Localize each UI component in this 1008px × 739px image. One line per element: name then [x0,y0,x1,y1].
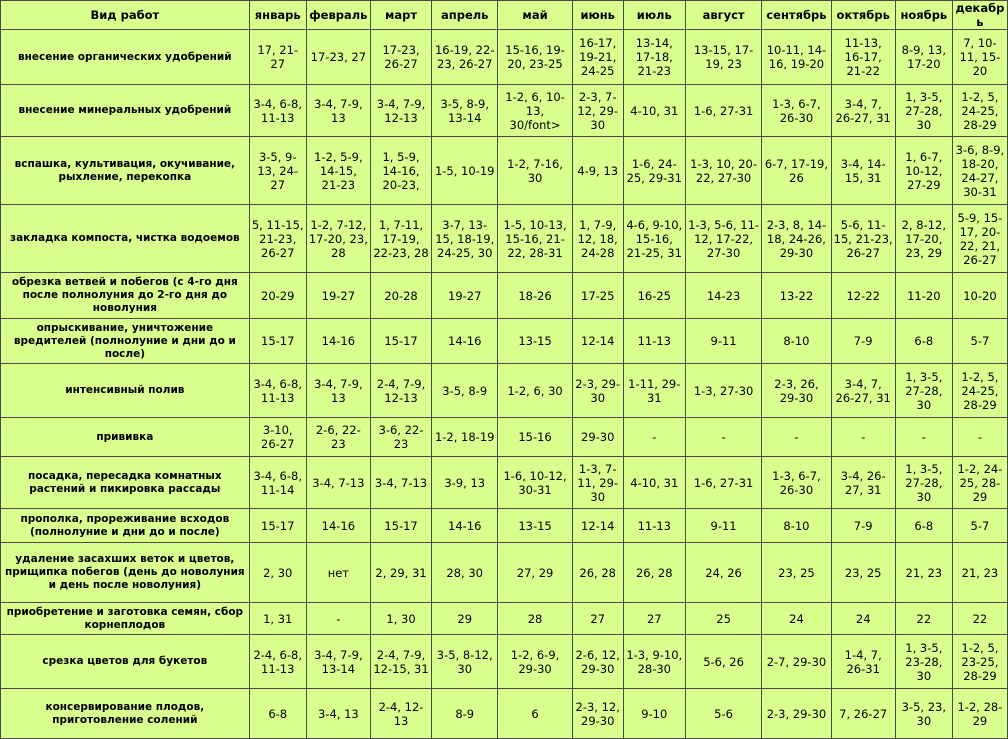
dates-cell: 1, 7-9, 12, 18, 24-28 [572,205,623,273]
dates-cell: 2-4, 7-9, 12-15, 31 [370,635,431,689]
dates-cell: 27 [572,603,623,635]
dates-cell: 17, 21-27 [249,30,306,85]
dates-cell: 29 [432,603,498,635]
column-header-month: март [370,1,431,30]
dates-cell: 1-2, 5-9, 14-15, 21-23 [306,137,370,205]
dates-cell: 1, 3-5, 27-28, 30 [895,85,952,137]
dates-cell: 24, 26 [685,543,761,603]
dates-cell: 21, 23 [952,543,1007,603]
dates-cell: 1-2, 28-29 [952,689,1007,739]
dates-cell: 3-7, 13-15, 18-19, 24-25, 30 [432,205,498,273]
column-header-month: июль [623,1,685,30]
dates-cell: 5, 11-15, 21-23, 26-27 [249,205,306,273]
dates-cell: 27, 29 [498,543,572,603]
dates-cell: 22 [952,603,1007,635]
table-body [1,30,1008,739]
table-row [1,457,1008,509]
dates-cell: 1-6, 27-31 [685,457,761,509]
dates-cell: 2, 29, 31 [370,543,431,603]
column-header-month: апрель [432,1,498,30]
dates-cell: 12-14 [572,319,623,364]
dates-cell: 1-2, 6, 30 [498,364,572,418]
dates-cell: нет [306,543,370,603]
work-type-cell: прополка, прореживание всходов (полнолуние и дни до и после) [1,509,250,543]
dates-cell: 5-6, 26 [685,635,761,689]
dates-cell: 28 [498,603,572,635]
dates-cell: 1-2, 7-16, 30 [498,137,572,205]
work-type-cell: прививка [1,418,250,457]
dates-cell: 6-7, 17-19, 26 [762,137,831,205]
work-type-cell: закладка компоста, чистка водоемов [1,205,250,273]
dates-cell: 11-13 [623,319,685,364]
dates-cell: 3-6, 8-9, 18-20, 24-27, 30-31 [952,137,1007,205]
dates-cell: 10-20 [952,273,1007,319]
dates-cell: 2-3, 29-30 [572,364,623,418]
dates-cell: 22 [895,603,952,635]
dates-cell: 16-25 [623,273,685,319]
dates-cell: 10-11, 14-16, 19-20 [762,30,831,85]
dates-cell: - [623,418,685,457]
dates-cell: 7, 26-27 [831,689,895,739]
dates-cell: 3-4, 7-13 [306,457,370,509]
column-header-month: май [498,1,572,30]
dates-cell: 1-2, 24-25, 28-29 [952,457,1007,509]
dates-cell: 3-4, 7-9, 13 [306,364,370,418]
dates-cell: 2, 8-12, 17-20, 23, 29 [895,205,952,273]
dates-cell: 1-3, 6-7, 26-30 [762,457,831,509]
dates-cell: 17-25 [572,273,623,319]
table-row [1,319,1008,364]
work-type-cell: срезка цветов для букетов [1,635,250,689]
table-row [1,418,1008,457]
dates-cell: 3-6, 22-23 [370,418,431,457]
dates-cell: 23, 25 [762,543,831,603]
dates-cell: 13-15 [498,319,572,364]
dates-cell: 14-16 [306,509,370,543]
column-header-month: август [685,1,761,30]
dates-cell: 4-6, 9-10, 15-16, 21-25, 31 [623,205,685,273]
dates-cell: 2-3, 8, 14-18, 24-26, 29-30 [762,205,831,273]
dates-cell: 9-10 [623,689,685,739]
dates-cell: 14-16 [306,319,370,364]
dates-cell: 15-17 [249,509,306,543]
dates-cell: 1, 6-7, 10-12, 27-29 [895,137,952,205]
dates-cell: 28, 30 [432,543,498,603]
dates-cell: 8-10 [762,319,831,364]
column-header-month: январь [249,1,306,30]
column-header-work-type: Вид работ [1,1,250,30]
table-row [1,689,1008,739]
dates-cell: 17-23, 27 [306,30,370,85]
dates-cell: 15-16, 19-20, 23-25 [498,30,572,85]
dates-cell: 1-6, 27-31 [685,85,761,137]
dates-cell: 4-10, 31 [623,457,685,509]
dates-cell: 1-6, 24-25, 29-31 [623,137,685,205]
dates-cell: 3-5, 9-13, 24-27 [249,137,306,205]
dates-cell: 1-2, 6, 10-13, 30/font> [498,85,572,137]
dates-cell: 17-23, 26-27 [370,30,431,85]
dates-cell: 9-11 [685,509,761,543]
dates-cell: 14-16 [432,319,498,364]
dates-cell: 16-19, 22-23, 26-27 [432,30,498,85]
dates-cell: 2-3, 26, 29-30 [762,364,831,418]
dates-cell: 7-9 [831,319,895,364]
work-type-cell: внесение минеральных удобрений [1,85,250,137]
dates-cell: 8-9 [432,689,498,739]
dates-cell: 12-22 [831,273,895,319]
dates-cell: - [952,418,1007,457]
dates-cell: 4-9, 13 [572,137,623,205]
dates-cell: 3-5, 8-9 [432,364,498,418]
dates-cell: 5-7 [952,319,1007,364]
column-header-month: ноябрь [895,1,952,30]
dates-cell: 6-8 [249,689,306,739]
dates-cell: 3-4, 7-13 [370,457,431,509]
dates-cell: 3-5, 23, 30 [895,689,952,739]
dates-cell: 20-28 [370,273,431,319]
column-header-month: сентябрь [762,1,831,30]
column-header-month: октябрь [831,1,895,30]
table-row [1,30,1008,85]
dates-cell: 3-9, 13 [432,457,498,509]
dates-cell: 13-15 [498,509,572,543]
dates-cell: 19-27 [306,273,370,319]
dates-cell: 13-15, 17-19, 23 [685,30,761,85]
dates-cell: 1, 3-5, 27-28, 30 [895,457,952,509]
dates-cell: 19-27 [432,273,498,319]
work-type-cell: интенсивный полив [1,364,250,418]
dates-cell: 24 [831,603,895,635]
work-type-cell: обрезка ветвей и побегов (с 4-го дня после полнолуния до 2-го дня до новолуния [1,273,250,319]
dates-cell: 1-3, 7-11, 29-30 [572,457,623,509]
work-type-cell: вспашка, культивация, окучивание, рыхление, перекопка [1,137,250,205]
dates-cell: 1-2, 18-19 [432,418,498,457]
dates-cell: 3-4, 6-8, 11-14 [249,457,306,509]
dates-cell: 15-17 [370,319,431,364]
dates-cell: 2-3, 12, 29-30 [572,689,623,739]
dates-cell: 3-4, 7-9, 12-13 [370,85,431,137]
dates-cell: 3-4, 7, 26-27, 31 [831,364,895,418]
dates-cell: 5-9, 15-17, 20-22, 21, 26-27 [952,205,1007,273]
dates-cell: 1-2, 5, 24-25, 28-29 [952,85,1007,137]
dates-cell: 9-11 [685,319,761,364]
dates-cell: 7, 10-11, 15-20 [952,30,1007,85]
table-row [1,364,1008,418]
dates-cell: 11-20 [895,273,952,319]
dates-cell: 24 [762,603,831,635]
dates-cell: 2-6, 12, 29-30 [572,635,623,689]
column-header-month: июнь [572,1,623,30]
dates-cell: 12-14 [572,509,623,543]
dates-cell: 1, 5-9, 14-16, 20-23, [370,137,431,205]
dates-cell: 3-4, 6-8, 11-13 [249,85,306,137]
dates-cell: 2-4, 6-8, 11-13 [249,635,306,689]
dates-cell: 13-14, 17-18, 21-23 [623,30,685,85]
dates-cell: 3-5, 8-9, 13-14 [432,85,498,137]
dates-cell: 1-3, 5-6, 11-12, 17-22, 27-30 [685,205,761,273]
dates-cell: 3-4, 7-9, 13-14 [306,635,370,689]
dates-cell: 25 [685,603,761,635]
dates-cell: 5-7 [952,509,1007,543]
dates-cell: 2-4, 12-13 [370,689,431,739]
work-type-cell: удаление засахших веток и цветов, прищипка побегов (день до новолуния и день после новолуния) [1,543,250,603]
dates-cell: 1, 7-11, 17-19, 22-23, 28 [370,205,431,273]
dates-cell: 2-3, 7-12, 29-30 [572,85,623,137]
dates-cell: 3-4, 14-15, 31 [831,137,895,205]
dates-cell: 21, 23 [895,543,952,603]
dates-cell: 1-4, 7, 26-31 [831,635,895,689]
dates-cell: 5-6 [685,689,761,739]
work-type-cell: опрыскивание, уничтожение вредителей (полнолуние и дни до и после) [1,319,250,364]
table-row [1,273,1008,319]
dates-cell: 1-2, 6-9, 29-30 [498,635,572,689]
dates-cell: 7-9 [831,509,895,543]
dates-cell: 1-5, 10-19 [432,137,498,205]
table-row [1,543,1008,603]
dates-cell: 1, 3-5, 27-28, 30 [895,364,952,418]
table-row [1,205,1008,273]
dates-cell: 1-2, 5, 23-25, 28-29 [952,635,1007,689]
work-type-cell: приобретение и заготовка семян, сбор корнеплодов [1,603,250,635]
dates-cell: 1-3, 9-10, 28-30 [623,635,685,689]
table-row [1,509,1008,543]
dates-cell: 1-3, 27-30 [685,364,761,418]
work-type-cell: консервирование плодов, приготовление солений [1,689,250,739]
dates-cell: 8-10 [762,509,831,543]
dates-cell: 3-4, 7, 26-27, 31 [831,85,895,137]
work-type-cell: внесение органических удобрений [1,30,250,85]
dates-cell: - [306,603,370,635]
column-header-month: февраль [306,1,370,30]
dates-cell: 8-9, 13, 17-20 [895,30,952,85]
dates-cell: 3-4, 26-27, 31 [831,457,895,509]
dates-cell: 2, 30 [249,543,306,603]
dates-cell: 1-2, 7-12, 17-20, 23, 28 [306,205,370,273]
dates-cell: 6 [498,689,572,739]
dates-cell: 1-3, 10, 20-22, 27-30 [685,137,761,205]
dates-cell: - [831,418,895,457]
dates-cell: 3-4, 7-9, 13 [306,85,370,137]
dates-cell: 23, 25 [831,543,895,603]
dates-cell: 6-8 [895,509,952,543]
dates-cell: 11-13, 16-17, 21-22 [831,30,895,85]
dates-cell: 29-30 [572,418,623,457]
dates-cell: 26, 28 [623,543,685,603]
dates-cell: - [762,418,831,457]
dates-cell: 11-13 [623,509,685,543]
dates-cell: 1-11, 29-31 [623,364,685,418]
dates-cell: 2-7, 29-30 [762,635,831,689]
dates-cell: 3-4, 6-8, 11-13 [249,364,306,418]
dates-cell: 2-3, 29-30 [762,689,831,739]
column-header-month: декабрь [952,1,1007,30]
dates-cell: 1, 31 [249,603,306,635]
dates-cell: 27 [623,603,685,635]
dates-cell: - [685,418,761,457]
header-row [1,1,1008,30]
dates-cell: 15-17 [249,319,306,364]
dates-cell: 20-29 [249,273,306,319]
work-type-cell: посадка, пересадка комнатных растений и пикировка рассады [1,457,250,509]
dates-cell: 16-17, 19-21, 24-25 [572,30,623,85]
dates-cell: 2-4, 7-9, 12-13 [370,364,431,418]
table-row [1,85,1008,137]
dates-cell: 4-10, 31 [623,85,685,137]
dates-cell: 15-16 [498,418,572,457]
dates-cell: 5-6, 11-15, 21-23, 26-27 [831,205,895,273]
dates-cell: - [895,418,952,457]
dates-cell: 6-8 [895,319,952,364]
dates-cell: 1-5, 10-13, 15-16, 21-22, 28-31 [498,205,572,273]
dates-cell: 13-22 [762,273,831,319]
dates-cell: 1-6, 10-12, 30-31 [498,457,572,509]
table-row [1,603,1008,635]
dates-cell: 3-5, 8-12, 30 [432,635,498,689]
dates-cell: 3-10, 26-27 [249,418,306,457]
table-row [1,635,1008,689]
dates-cell: 1, 3-5, 23-28, 30 [895,635,952,689]
dates-cell: 18-26 [498,273,572,319]
dates-cell: 1, 30 [370,603,431,635]
dates-cell: 14-23 [685,273,761,319]
dates-cell: 3-4, 13 [306,689,370,739]
dates-cell: 1-2, 5, 24-25, 28-29 [952,364,1007,418]
dates-cell: 15-17 [370,509,431,543]
dates-cell: 2-6, 22-23 [306,418,370,457]
table-row [1,137,1008,205]
dates-cell: 1-3, 6-7, 26-30 [762,85,831,137]
dates-cell: 14-16 [432,509,498,543]
dates-cell: 26, 28 [572,543,623,603]
